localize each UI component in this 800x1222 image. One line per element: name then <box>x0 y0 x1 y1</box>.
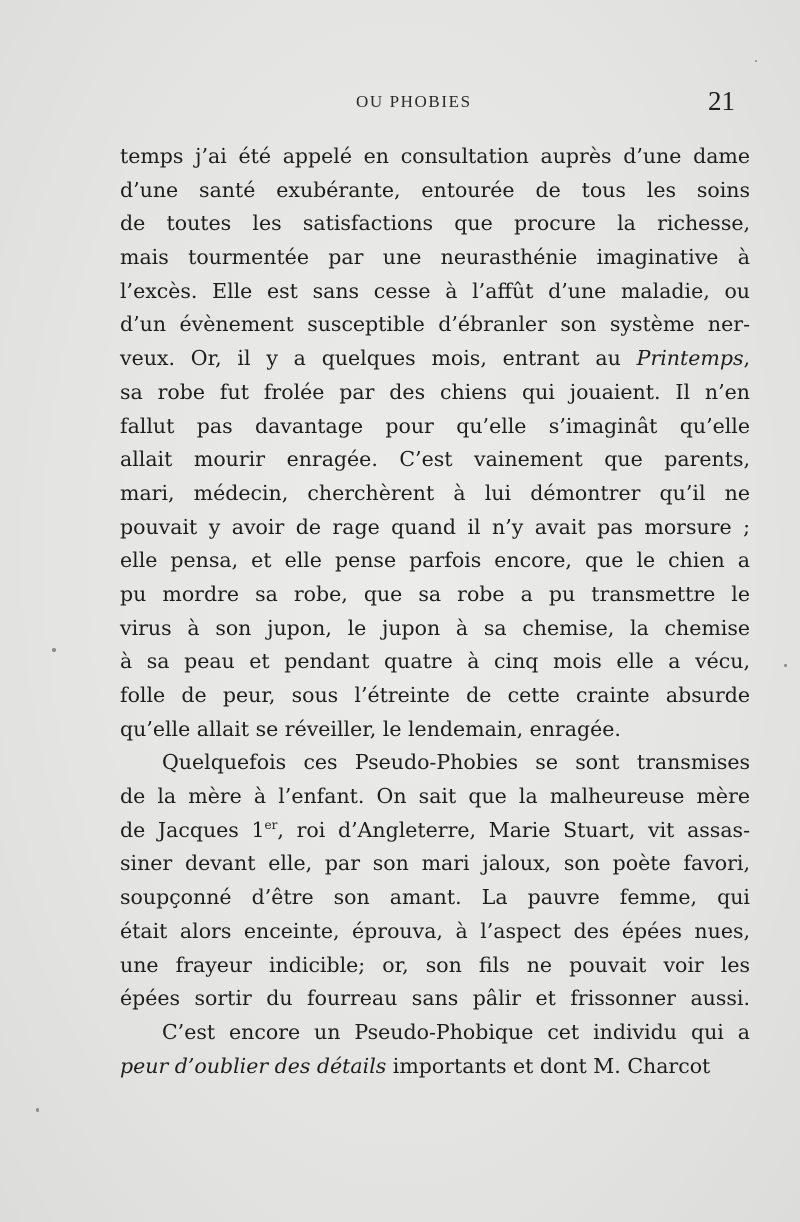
line-text: d’un évènement susceptible d’ébranler son système ner- <box>120 312 750 337</box>
text-line <box>120 376 750 410</box>
line-text: elle pensa, et elle pense parfois encore, que le chien a <box>120 548 750 573</box>
line-text: de la mère à l’enfant. On sait que la malheureuse mère <box>120 784 750 809</box>
line-text: C’est encore un Pseudo-Phobique cet individu qui a <box>162 1019 750 1044</box>
text-line <box>120 612 750 646</box>
text-line <box>120 881 750 915</box>
text-line <box>120 410 750 444</box>
line-text: soupçonné d’être son amant. La pauvre femme, qui <box>120 885 750 910</box>
line-text: qu’elle allait se réveiller, le lendemain, enragée. <box>120 716 621 741</box>
italic-text: peur d’oublier des détails <box>120 1053 387 1078</box>
paper-speck <box>52 648 56 652</box>
text-line <box>120 847 750 881</box>
line-text: importants et dont M. Charcot <box>386 1053 711 1078</box>
text-line <box>120 679 750 713</box>
line-text: était alors enceinte, éprouva, à l’aspect des épées nues, <box>120 918 750 943</box>
paper-speck <box>755 60 757 62</box>
text-line <box>120 746 750 780</box>
line-text: pu mordre sa robe, que sa robe a pu transmettre le <box>120 581 750 606</box>
line-text: fallut pas davantage pour qu’elle s’imaginât qu’elle <box>120 413 750 438</box>
text-line <box>120 1016 750 1050</box>
line-text: l’excès. Elle est sans cesse à l’affût d’une maladie, ou <box>120 278 750 303</box>
text-line <box>120 814 750 848</box>
page-number: 21 <box>708 86 735 116</box>
text-line <box>120 275 750 309</box>
text-line <box>120 982 750 1016</box>
line-text: temps j’ai été appelé en consultation auprès d’une dame <box>120 144 750 168</box>
text-line <box>120 207 750 241</box>
line-text: allait mourir enragée. C’est vainement que parents, <box>120 447 750 472</box>
line-text: folle de peur, sous l’étreinte de cette crainte absurde <box>120 683 750 707</box>
text-line <box>120 342 750 376</box>
line-text: mais tourmentée par une neurasthénie imaginative à <box>120 245 750 270</box>
body-text <box>120 140 750 1083</box>
text-line <box>120 713 750 747</box>
line-text: d’une santé exubérante, entourée de tous les soins <box>120 177 750 202</box>
page-header <box>0 86 800 118</box>
paper-speck <box>784 664 787 667</box>
line-text: de toutes les satisfactions que procure la richesse, <box>120 211 750 236</box>
line-text: , <box>743 346 750 371</box>
text-line <box>120 308 750 342</box>
text-line <box>120 645 750 679</box>
running-head: OU PHOBIES <box>356 92 472 111</box>
line-text: à sa peau et pendant quatre à cinq mois elle a vécu, <box>120 649 750 674</box>
line-text: virus à son jupon, le jupon à sa chemise, la chemise <box>120 615 750 640</box>
line-text: de Jacques 1 <box>120 817 265 842</box>
superscript-text: er <box>264 817 278 832</box>
line-text: une frayeur indicible; or, son fils ne pouvait voir les <box>120 952 750 977</box>
line-text: pouvait y avoir de rage quand il n’y avait pas morsure ; <box>120 514 750 539</box>
text-line <box>120 780 750 814</box>
line-text: mari, médecin, cherchèrent à lui démontrer qu’il ne <box>120 480 750 505</box>
text-line <box>120 949 750 983</box>
text-line <box>120 174 750 208</box>
text-line <box>120 511 750 545</box>
text-line <box>120 443 750 477</box>
text-line <box>120 544 750 578</box>
line-text: , roi d’Angleterre, Marie Stuart, vit assas- <box>277 817 750 842</box>
text-line <box>120 477 750 511</box>
text-line <box>120 578 750 612</box>
text-line <box>120 241 750 275</box>
line-text: Quelquefois ces Pseudo-Phobies se sont transmises <box>162 750 750 775</box>
text-line <box>120 1050 750 1084</box>
paper-speck <box>36 1108 39 1112</box>
line-text: sa robe fut frolée par des chiens qui jouaient. Il n’en <box>120 379 750 404</box>
text-line <box>120 915 750 949</box>
line-text: siner devant elle, par son mari jaloux, son poète favori, <box>120 851 750 876</box>
text-line <box>120 140 750 174</box>
italic-text: Printemps <box>636 346 744 371</box>
line-text: veux. Or, il y a quelques mois, entrant au <box>120 346 637 371</box>
line-text: épées sortir du fourreau sans pâlir et frissonner aussi. <box>120 986 750 1011</box>
